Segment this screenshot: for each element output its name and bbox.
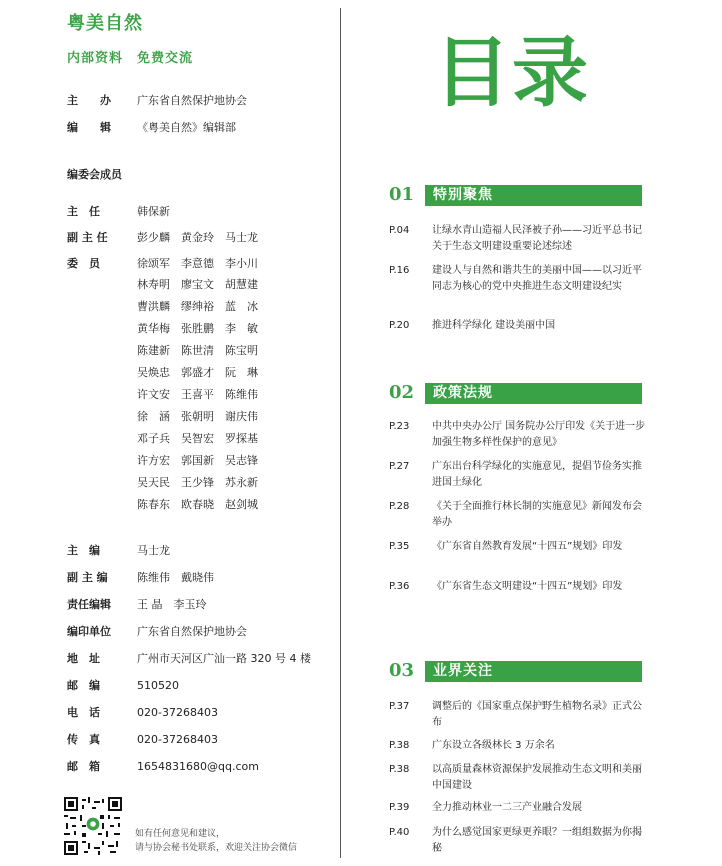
row-value: 广东省自然保护地协会 [137, 625, 247, 638]
section-title-bar [425, 661, 642, 682]
toc-section-header [389, 382, 642, 402]
magazine-subtitle: 内部资料 免费交流 [67, 51, 194, 66]
row-label: 电 话 [67, 706, 100, 719]
row-value: 广东省自然保护地协会 [137, 94, 247, 107]
row-label: 主 任 [67, 205, 100, 218]
row-label: 编印单位 [67, 625, 111, 638]
magazine-title: 粤美自然 [67, 13, 143, 34]
row-value: 020-37268403 [137, 733, 218, 746]
member-line: 许方宏 郭国新 吴志锋 [137, 454, 258, 467]
row-label: 副 主 编 [67, 571, 108, 584]
toc-entry-page: P.20 [389, 320, 410, 331]
member-line: 吴天民 王少锋 苏永新 [137, 476, 258, 489]
toc-entry-title: 广东设立各级林长 3 万余名 [432, 740, 555, 751]
row-label: 责任编辑 [67, 598, 111, 611]
row-label: 邮 箱 [67, 760, 100, 773]
row-label: 编 辑 [67, 121, 111, 134]
toc-entry-title: 推进科学绿化 建设美丽中国 [432, 320, 556, 331]
toc-entry-page: P.04 [389, 225, 410, 236]
toc-section-header [389, 184, 642, 204]
row-label: 邮 编 [67, 679, 100, 692]
member-line: 曹洪麟 缪绅裕 蓝 冰 [137, 300, 258, 313]
member-line: 许文安 王喜平 陈维伟 [137, 388, 258, 401]
member-line: 邓子兵 吴智宏 罗探基 [137, 432, 258, 445]
toc-entry-title: 中共中央办公厅 国务院办公厅印发《关于进一步加强生物多样性保护的意见》 [432, 421, 646, 448]
member-line: 黄华梅 张胜鹏 李 敏 [137, 322, 258, 335]
member-line: 吴焕忠 郭盛才 阮 琳 [137, 366, 258, 379]
toc-title: 目录 [434, 28, 590, 117]
member-line: 林寿明 廖宝文 胡慧建 [137, 278, 258, 291]
toc-entry-title: 全力推动林业一二三产业融合发展 [432, 802, 582, 813]
row-label: 主 编 [67, 544, 100, 557]
member-line: 徐 涵 张朝明 谢庆伟 [137, 410, 258, 423]
toc-entry-page: P.39 [389, 802, 410, 813]
toc-entry-page: P.27 [389, 461, 410, 472]
toc-entry-title: 让绿水青山造福人民泽被子孙——习近平总书记关于生态文明建设重要论述综述 [432, 225, 642, 252]
toc-entry-page: P.36 [389, 581, 410, 592]
row-label: 主 办 [67, 94, 111, 107]
section-title: 特别聚焦 [433, 187, 493, 203]
row-value: 1654831680@qq.com [137, 760, 259, 773]
row-value: 陈维伟 戴晓伟 [137, 571, 214, 584]
section-title: 政策法规 [433, 385, 493, 401]
row-value: 王 晶 李玉玲 [137, 598, 207, 611]
qr-note-line: 如有任何意见和建议， [135, 829, 226, 839]
toc-entry-page: P.40 [389, 827, 410, 838]
toc-entry-title: 广东出台科学绿化的实施意见，提倡节俭务实推进国土绿化 [432, 461, 642, 488]
section-number: 03 [389, 660, 415, 681]
committee-heading: 编委会成员 [67, 168, 122, 181]
wechat-qr-code-icon[interactable] [64, 797, 122, 855]
member-line: 陈建新 陈世清 陈宝明 [137, 344, 258, 357]
toc-entry-page: P.38 [389, 740, 410, 751]
toc-entry-page: P.38 [389, 764, 410, 775]
row-value: 韩保新 [137, 205, 170, 218]
section-number: 01 [389, 184, 415, 205]
toc-entry-title: 《关于全面推行林长制的实施意见》新闻发布会举办 [432, 501, 642, 528]
toc-entry-page: P.37 [389, 701, 410, 712]
colophon-panel [0, 0, 340, 866]
row-value: 510520 [137, 679, 179, 692]
member-line: 陈春东 欧春晓 赵剑城 [137, 498, 258, 511]
section-title-bar [425, 383, 642, 404]
toc-entry-title: 为什么感觉国家更绿更养眼？一组组数据为你揭秘 [432, 827, 642, 854]
row-label: 传 真 [67, 733, 100, 746]
toc-panel [341, 0, 722, 866]
toc-entry-page: P.35 [389, 541, 410, 552]
section-title-bar [425, 185, 642, 206]
row-label: 地 址 [67, 652, 100, 665]
row-value: 020-37268403 [137, 706, 218, 719]
toc-entry-title: 调整后的《国家重点保护野生植物名录》正式公布 [432, 701, 642, 728]
row-value: 《粤美自然》编辑部 [137, 121, 236, 134]
row-value: 马士龙 [137, 544, 170, 557]
toc-entry-title: 建设人与自然和谐共生的美丽中国——以习近平同志为核心的党中央推进生态文明建设纪实 [432, 265, 642, 292]
toc-entry-page: P.16 [389, 265, 410, 276]
member-line: 徐颂军 李意德 李小川 [137, 257, 258, 270]
section-number: 02 [389, 382, 415, 403]
row-label: 委 员 [67, 257, 100, 270]
section-title: 业界关注 [433, 663, 493, 679]
toc-entry-title: 以高质量森林资源保护发展推动生态文明和美丽中国建设 [432, 764, 642, 791]
row-value: 广州市天河区广汕一路 320 号 4 楼 [137, 652, 311, 665]
toc-entry-page: P.23 [389, 421, 410, 432]
toc-section-header [389, 660, 642, 680]
row-value: 彭少麟 黄金玲 马士龙 [137, 231, 258, 244]
toc-entry-page: P.28 [389, 501, 410, 512]
toc-entry-title: 《广东省自然教育发展“十四五”规划》印发 [432, 541, 623, 552]
toc-entry-title: 《广东省生态文明建设“十四五”规划》印发 [432, 581, 623, 592]
qr-note-line: 请与协会秘书处联系，欢迎关注协会微信 [135, 843, 298, 853]
row-label: 副 主 任 [67, 231, 108, 244]
